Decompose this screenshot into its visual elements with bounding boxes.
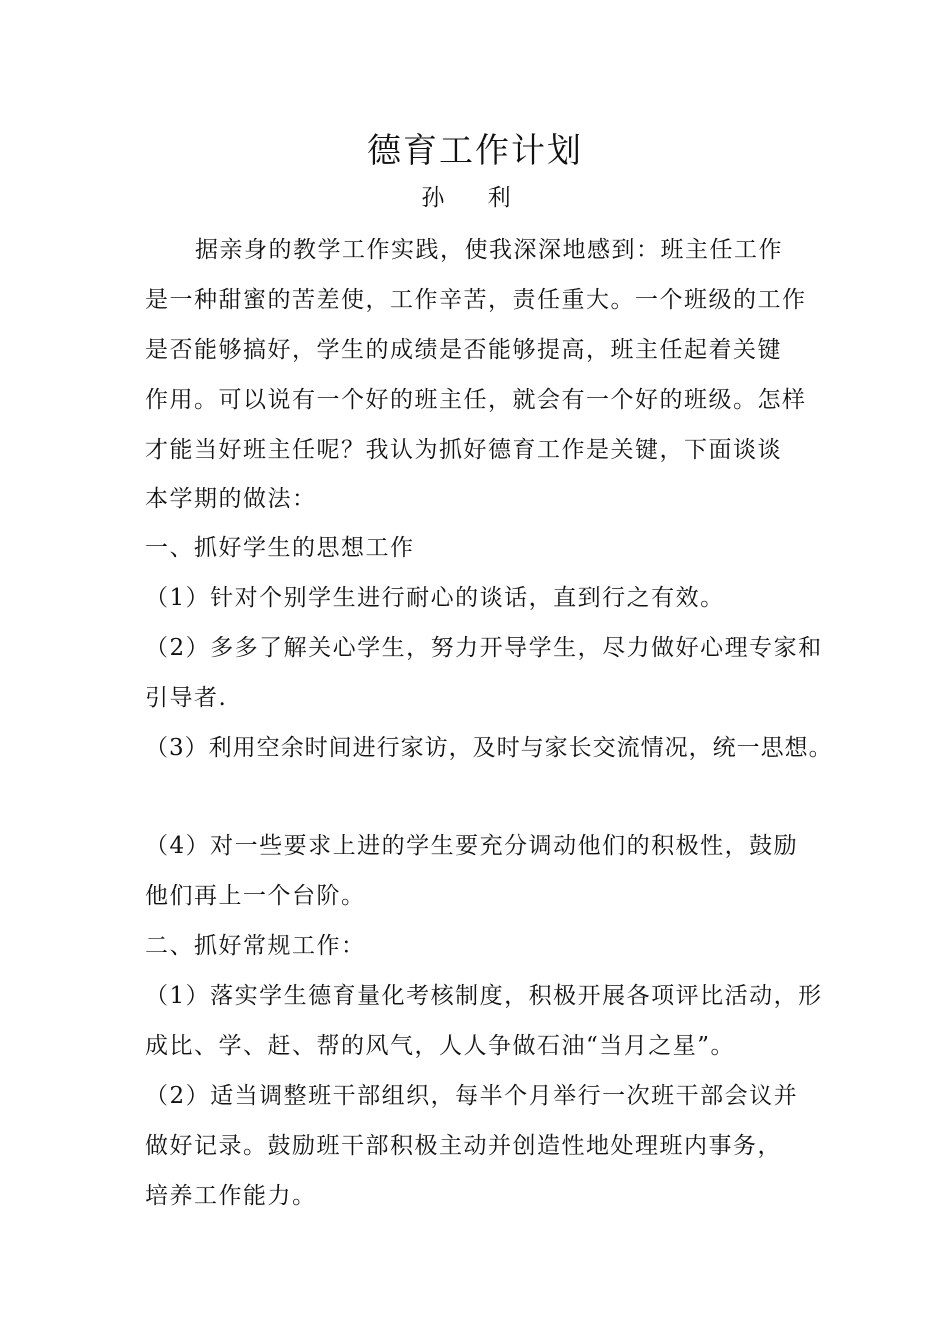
list-item: 成比、学、赶、帮的风气，人人争做石油“当月之星”。 <box>145 1033 736 1059</box>
paragraph-line: 据亲身的教学工作实践，使我深深地感到：班主任工作 <box>195 237 783 263</box>
page-title: 德育工作计划 <box>367 131 583 171</box>
section-heading: 二、抓好常规工作： <box>145 933 366 959</box>
list-item: 做好记录。鼓励班干部积极主动并创造性地处理班内事务， <box>145 1133 782 1159</box>
paragraph-line: 才能当好班主任呢？我认为抓好德育工作是关键，下面谈谈 <box>145 437 782 463</box>
list-item: （2）适当调整班干部组织，每半个月举行一次班干部会议并 <box>145 1083 799 1109</box>
paragraph-line: 作用。可以说有一个好的班主任，就会有一个好的班级。怎样 <box>145 387 807 413</box>
section-heading: 一、抓好学生的思想工作 <box>145 535 415 561</box>
list-item: （1）落实学生德育量化考核制度，积极开展各项评比活动，形 <box>145 983 823 1009</box>
list-item: （1）针对个别学生进行耐心的谈话，直到行之有效。 <box>145 585 725 611</box>
author-name: 孙 利 <box>421 185 529 211</box>
list-item: （2）多多了解关心学生，努力开导学生，尽力做好心理专家和 <box>145 635 823 661</box>
paragraph-line: 是一种甜蜜的苦差使，工作辛苦，责任重大。一个班级的工作 <box>145 287 807 313</box>
list-item: 培养工作能力。 <box>145 1183 317 1209</box>
list-item: 他们再上一个台阶。 <box>145 883 366 909</box>
list-item: 引导者. <box>145 685 228 711</box>
paragraph-line: 本学期的做法： <box>145 486 317 512</box>
list-item: （3）利用空余时间进行家访，及时与家长交流情况，统一思想。 <box>145 735 833 761</box>
paragraph-line: 是否能够搞好，学生的成绩是否能够提高，班主任起着关键 <box>145 337 782 363</box>
list-item: （4）对一些要求上进的学生要充分调动他们的积极性，鼓励 <box>145 833 799 859</box>
